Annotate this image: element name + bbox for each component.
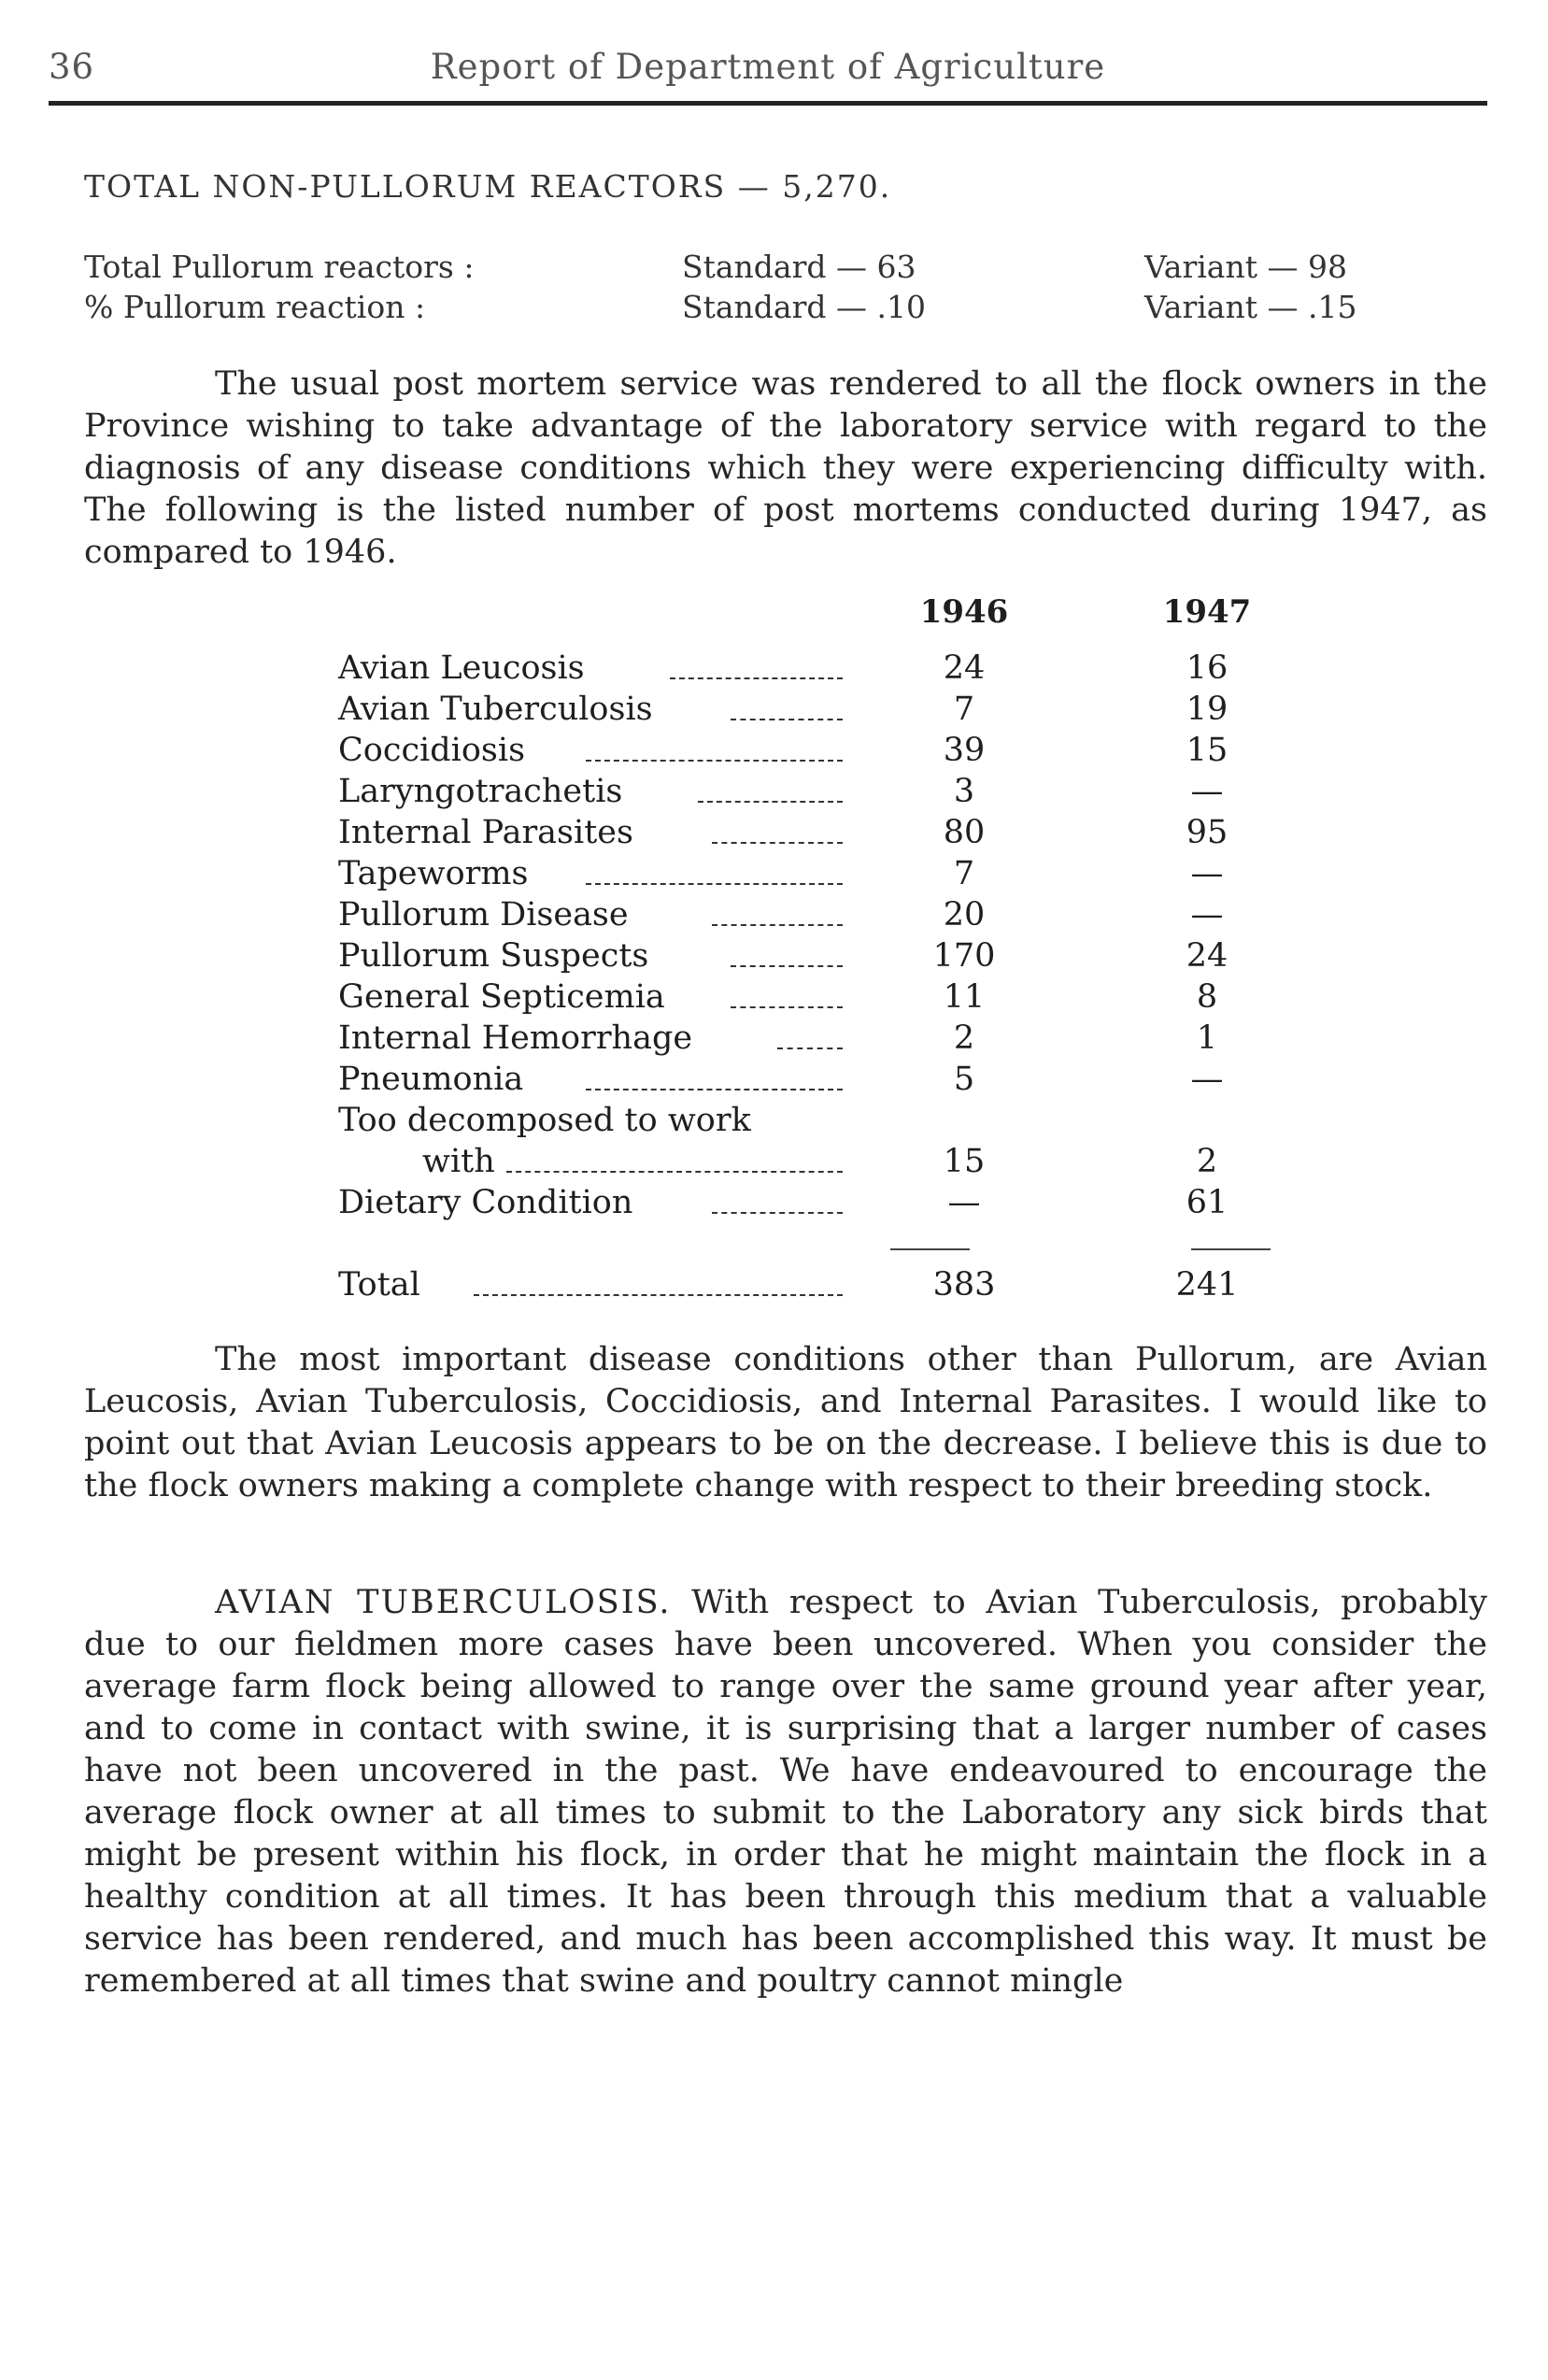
total-1946: 383 <box>932 1266 996 1304</box>
row-label: Internal Hemorrhage <box>338 1019 693 1057</box>
dot-leader <box>777 1019 843 1049</box>
header-rule <box>49 101 1487 106</box>
cell-1947: 8 <box>1196 978 1218 1016</box>
dot-leader <box>698 773 843 803</box>
table-row <box>338 1061 1282 1102</box>
table-row <box>338 691 1282 732</box>
dot-leader <box>712 896 843 926</box>
cell-1946: 170 <box>932 937 996 975</box>
stat-variant: Variant — 98 <box>1144 249 1347 285</box>
cell-1946: 11 <box>943 978 986 1016</box>
row-label: Too decomposed to work <box>338 1102 751 1139</box>
total-1947: 241 <box>1175 1266 1239 1304</box>
table-row <box>338 773 1282 814</box>
row-label: Dietary Condition <box>338 1184 633 1221</box>
row-label: Laryngotrachetis <box>338 773 623 810</box>
cell-1947: 24 <box>1186 937 1228 975</box>
column-header-1946: 1946 <box>919 593 1009 631</box>
running-head: Report of Department of Agriculture <box>430 47 1106 87</box>
row-label: Avian Leucosis <box>338 649 585 687</box>
cell-1946: 3 <box>953 773 975 810</box>
disease-conditions-paragraph: The most important disease conditions other than Pullorum, are Avian Leucosis, Avian Tuberculosis, Coccidiosis, and Internal Parasites. I would like to point out that Avian Leucosis appears to be on the decrease. I believe this is due to the flock owners making a complete change with respect to their breeding stock. <box>84 1341 1487 1504</box>
cell-1947: — <box>1190 1061 1224 1098</box>
table-row <box>338 1184 1282 1225</box>
stat-label: % Pullorum reaction : <box>84 289 426 325</box>
cell-1947: 15 <box>1186 732 1228 769</box>
row-label: Pullorum Suspects <box>338 937 649 975</box>
dot-leader <box>731 691 843 720</box>
total-label: Total <box>338 1266 420 1304</box>
row-label: Pneumonia <box>338 1061 524 1098</box>
dot-leader <box>731 937 843 967</box>
cell-1947: — <box>1190 855 1224 892</box>
cell-1946: 24 <box>943 649 986 687</box>
table-row <box>338 732 1282 773</box>
row-label: Avian Tuberculosis <box>338 691 653 728</box>
dot-leader <box>731 978 843 1008</box>
page-header <box>49 47 1487 93</box>
avian-tuberculosis-section <box>84 1582 1487 2002</box>
cell-1946: 5 <box>953 1061 975 1098</box>
dot-leader <box>712 1184 843 1214</box>
dot-leader <box>506 1143 843 1173</box>
table-row <box>338 1143 1282 1184</box>
row-label: General Septicemia <box>338 978 665 1016</box>
table-row <box>338 937 1282 978</box>
cell-1946: 80 <box>943 814 986 851</box>
cell-1947: 1 <box>1196 1019 1218 1057</box>
row-label: Internal Parasites <box>338 814 633 851</box>
table-row <box>338 978 1282 1019</box>
table-row <box>338 1102 1282 1143</box>
stat-label: Total Pullorum reactors : <box>84 249 475 285</box>
row-label: Pullorum Disease <box>338 896 629 933</box>
dot-leader <box>712 814 843 844</box>
cell-1947: 95 <box>1186 814 1228 851</box>
cell-1946: 20 <box>943 896 986 933</box>
table-row <box>338 896 1282 937</box>
dot-leader <box>586 1061 843 1090</box>
cell-1947: 19 <box>1186 691 1228 728</box>
cell-1946: 2 <box>953 1019 975 1057</box>
cell-1946: — <box>947 1184 981 1221</box>
table-row <box>338 1019 1282 1061</box>
non-pullorum-reactors-total: TOTAL NON-PULLORUM REACTORS — 5,270. <box>84 168 892 205</box>
cell-1946: 15 <box>943 1143 986 1180</box>
table-total-row <box>338 1266 1282 1307</box>
stat-variant: Variant — .15 <box>1144 289 1357 325</box>
dot-leader <box>474 1266 843 1296</box>
dot-leader <box>586 732 843 762</box>
dot-leader <box>586 855 843 885</box>
cell-1947: — <box>1190 896 1224 933</box>
cell-1946: 7 <box>953 855 975 892</box>
column-header-1947: 1947 <box>1162 593 1252 631</box>
cell-1947: — <box>1190 773 1224 810</box>
cell-1946: 39 <box>943 732 986 769</box>
sum-rule-1947 <box>1191 1248 1271 1250</box>
stat-row-reactors <box>84 249 1485 290</box>
row-label: Tapeworms <box>338 855 529 892</box>
section-body: With respect to Avian Tuberculosis, probably due to our fieldmen more cases have been uncovered. When you consider the average farm flock being allowed to range over the same ground year after year, and to come in contact with swine, it is surprising that a larger number of cases have not been uncovered in the past. We have endeavoured to encourage the average flock owner at all times to submit to the Laboratory any sick birds that might be present within his flock, in order that he might maintain the flock in a healthy condition at all times. It has been through this medium that a valuable service has been rendered, and much has been accomplished this way. It must be remembered at all times that swine and poultry cannot mingle <box>84 1584 1487 2000</box>
row-label: Coccidiosis <box>338 732 526 769</box>
cell-1947: 2 <box>1196 1143 1218 1180</box>
table-row <box>338 649 1282 691</box>
sum-rule-1946 <box>890 1248 970 1250</box>
table-row <box>338 814 1282 855</box>
dot-leader <box>670 649 843 679</box>
cell-1947: 16 <box>1186 649 1228 687</box>
cell-1947: 61 <box>1186 1184 1228 1221</box>
table-row <box>338 855 1282 896</box>
intro-paragraph: The usual post mortem service was rendered to all the flock owners in the Province wishing to take advantage of the laboratory service with regard to the diagnosis of any disease conditions which they were experiencing difficulty with. The following is the listed number of post mortems conducted during 1947, as compared to 1946. <box>84 365 1487 571</box>
stat-standard: Standard — .10 <box>682 289 926 325</box>
stat-standard: Standard — 63 <box>682 249 916 285</box>
page-number: 36 <box>49 47 95 87</box>
stat-row-reaction-percent <box>84 289 1485 330</box>
row-label: with <box>422 1143 495 1180</box>
cell-1946: 7 <box>953 691 975 728</box>
section-heading: AVIAN TUBERCULOSIS. <box>215 1584 672 1621</box>
